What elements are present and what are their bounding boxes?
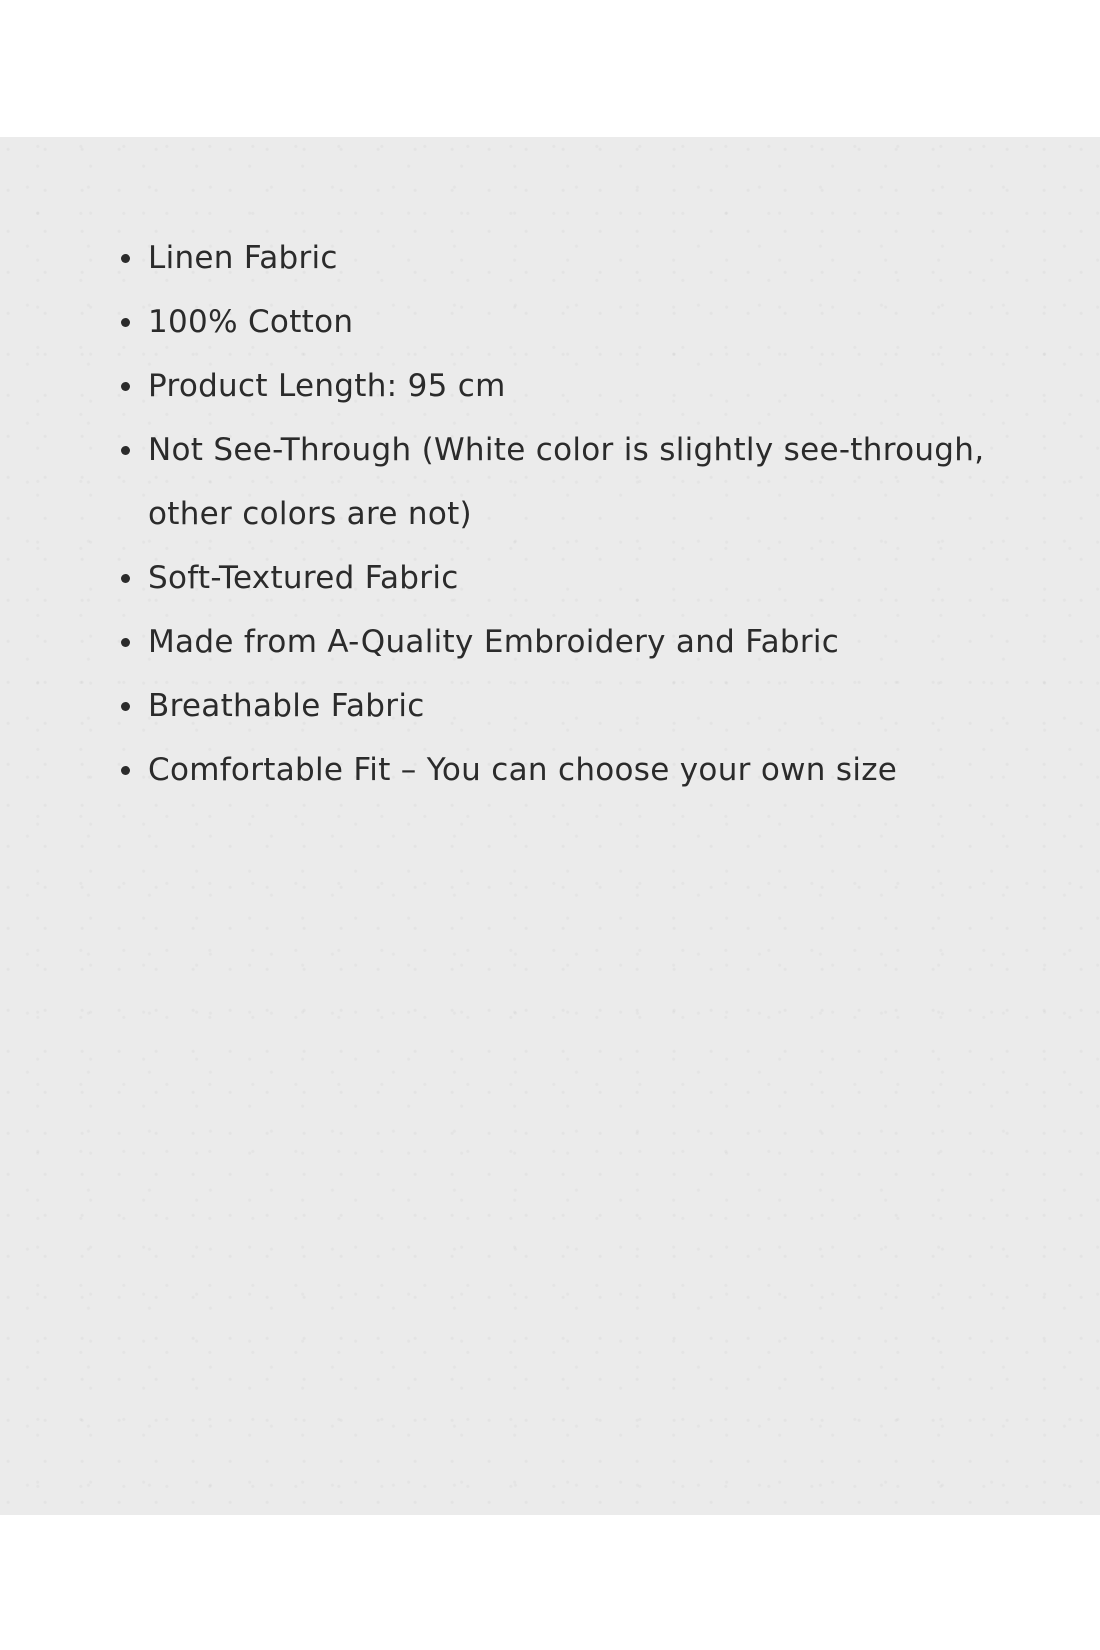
feature-item: Linen Fabric (148, 226, 988, 290)
feature-item: Product Length: 95 cm (148, 354, 988, 418)
feature-item: Made from A-Quality Embroidery and Fabric (148, 610, 988, 674)
feature-item: Soft-Textured Fabric (148, 546, 988, 610)
feature-item: 100% Cotton (148, 290, 988, 354)
product-details-card (0, 137, 1100, 1515)
feature-item: Breathable Fabric (148, 674, 988, 738)
feature-item: Not See-Through (White color is slightly see-through, other colors are not) (148, 418, 988, 546)
feature-item: Comfortable Fit – You can choose your own size (148, 738, 988, 802)
